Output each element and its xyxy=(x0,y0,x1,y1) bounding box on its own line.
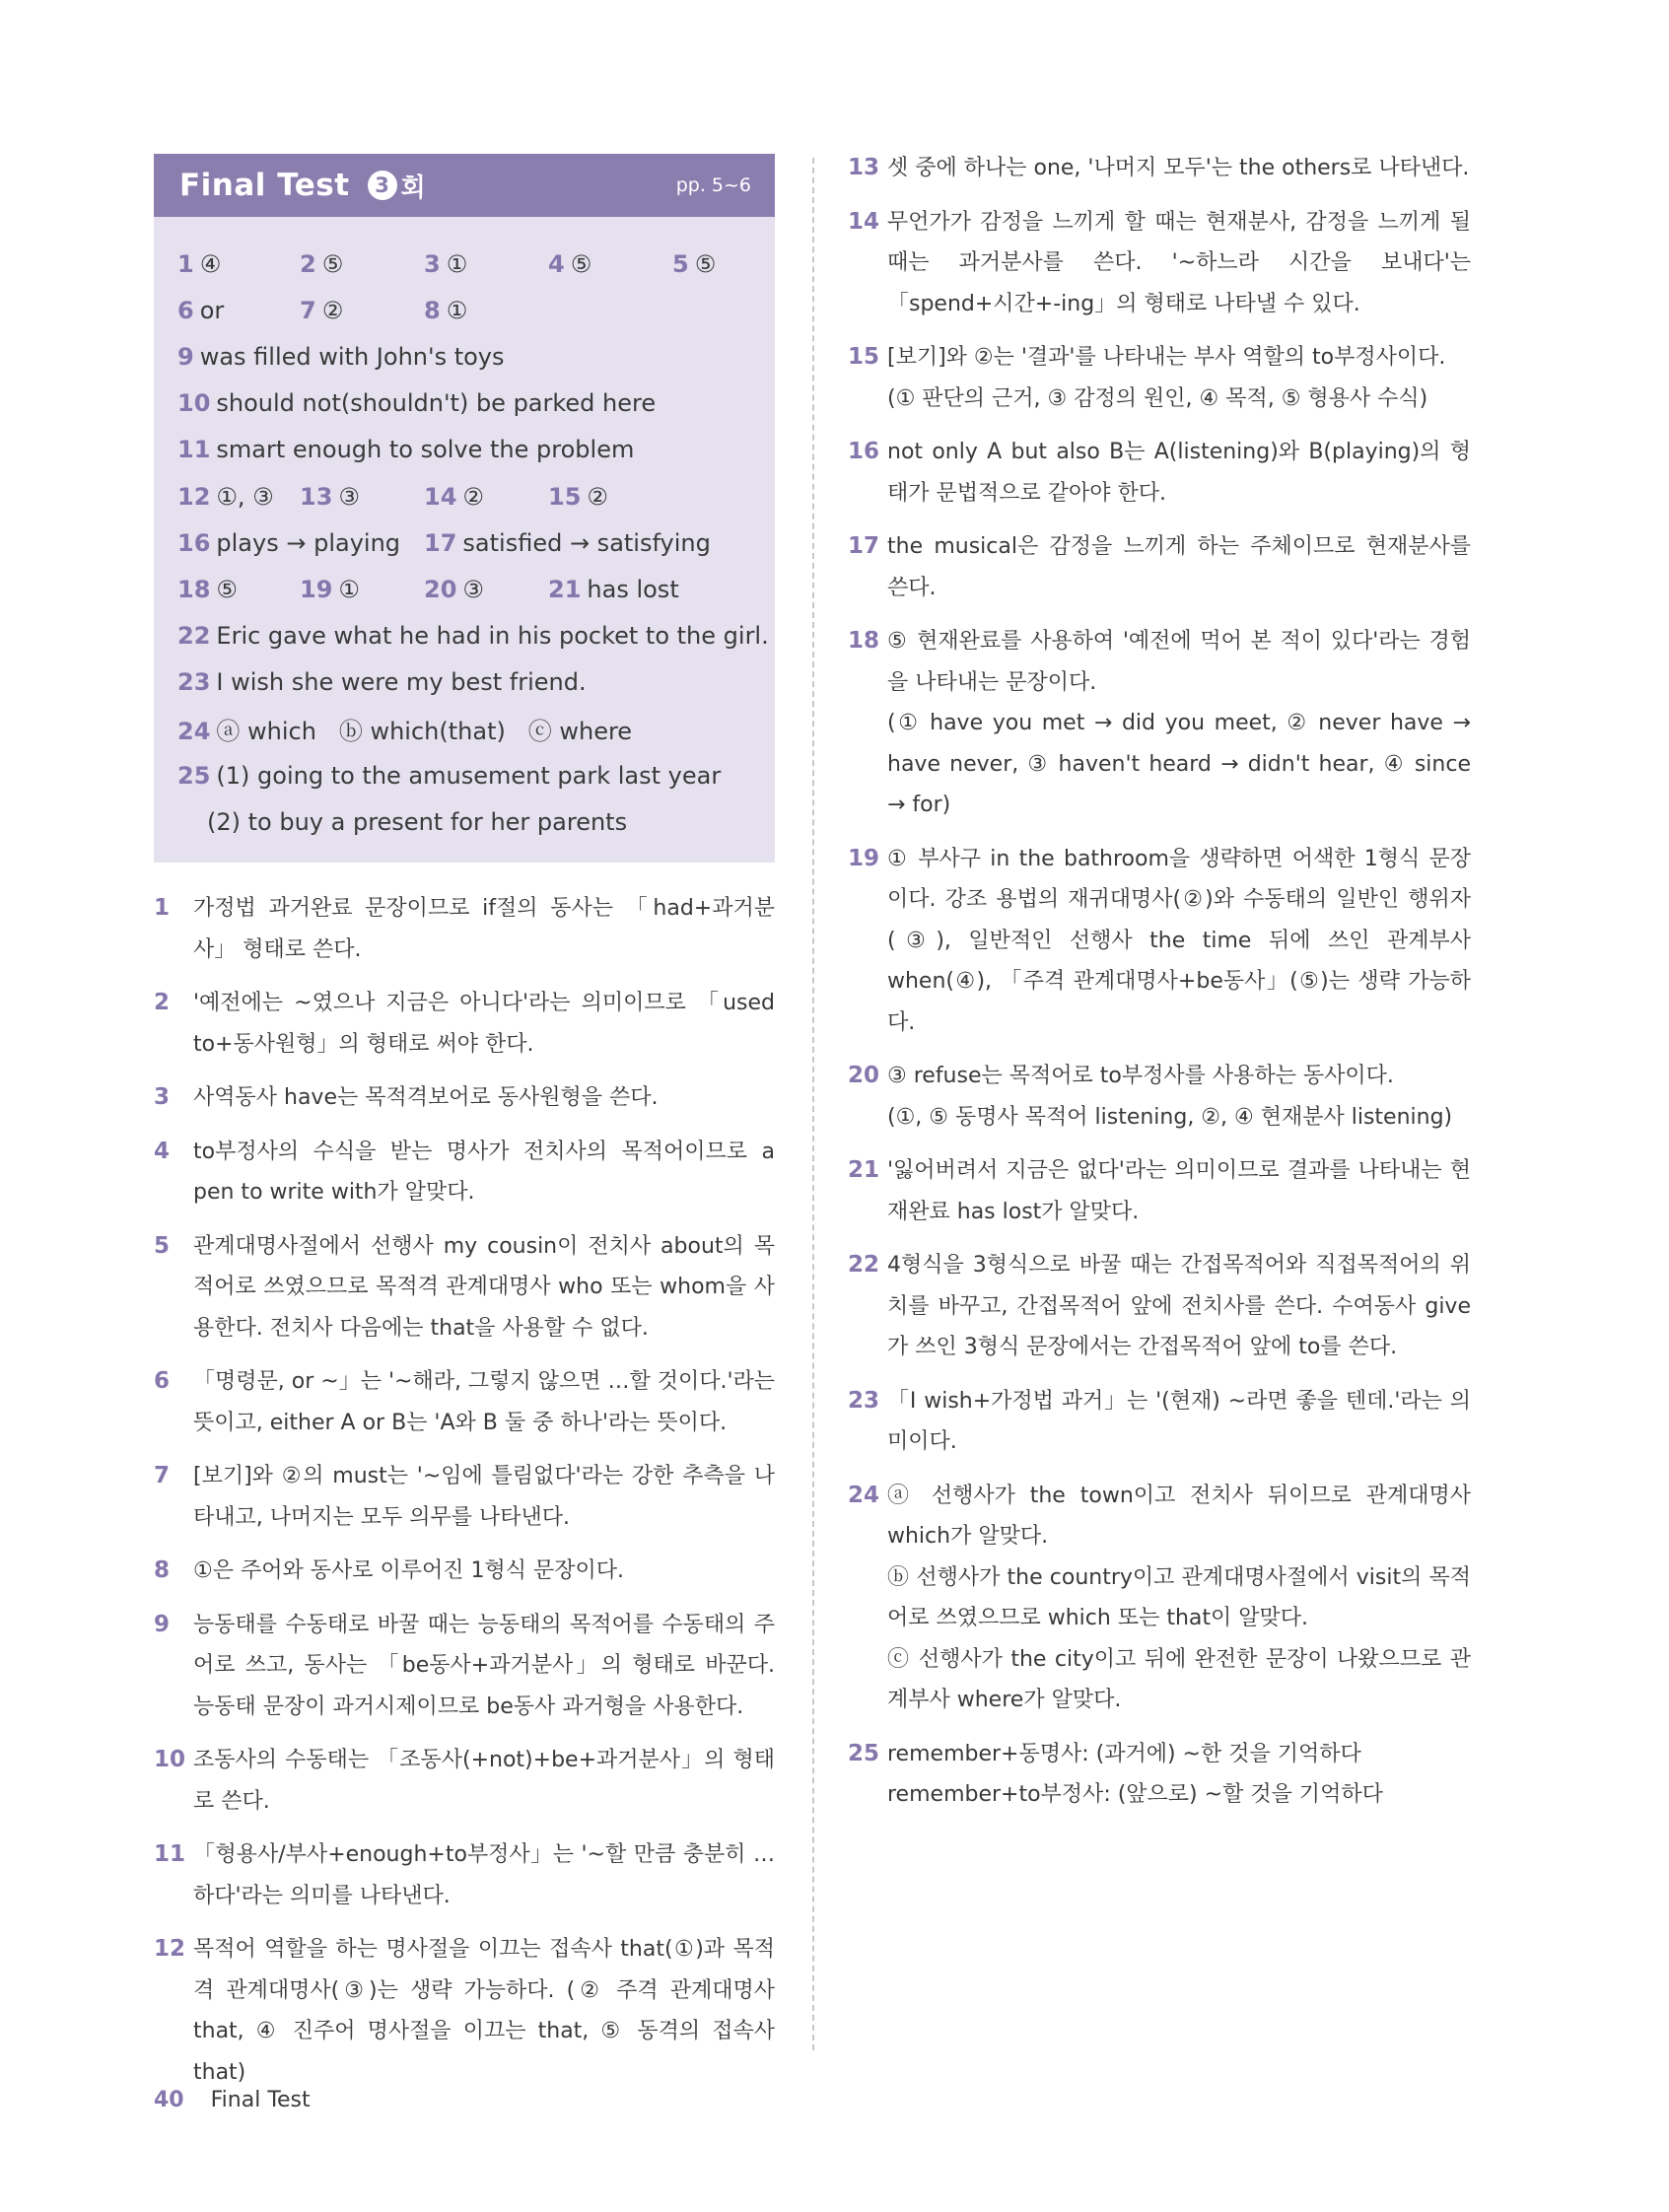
answer-value: ⑤ xyxy=(570,249,592,278)
answer-value: ② xyxy=(321,296,344,324)
explanation-item xyxy=(154,1834,775,1916)
explanation-text xyxy=(887,337,1471,419)
answer-number: 15 xyxy=(548,482,582,511)
explanation-text xyxy=(193,888,775,970)
explanation-line: 「형용사/부사+enough+to부정사」는 '~할 만큼 충분히 …하다'라는 의미를 나타낸다. xyxy=(193,1842,775,1908)
explanation-number: 15 xyxy=(848,344,880,370)
answer-value: should not(shouldn't) be parked here xyxy=(216,389,657,418)
answer-value: ① xyxy=(338,575,360,603)
answer-item xyxy=(177,436,634,463)
answer-item xyxy=(177,576,238,603)
explanation-text xyxy=(887,1056,1471,1138)
explanation-number: 22 xyxy=(848,1252,880,1278)
answer-row xyxy=(177,241,751,287)
answer-value: or xyxy=(199,296,225,324)
answer-item xyxy=(300,483,360,511)
explanation-text xyxy=(887,1381,1471,1463)
explanation-text xyxy=(887,839,1471,1044)
answer-row xyxy=(177,566,751,612)
explanation-item xyxy=(154,1226,775,1349)
answer-number: 21 xyxy=(548,575,582,603)
answer-value: (2) to buy a present for her parents xyxy=(207,807,628,836)
answer-number: 12 xyxy=(177,482,211,511)
answer-value: ③ xyxy=(338,482,360,511)
answer-value: ② xyxy=(462,482,484,511)
answer-value: plays → playing xyxy=(216,528,401,557)
explanation-item xyxy=(848,1476,1471,1721)
left-column xyxy=(154,154,775,2106)
answer-row xyxy=(177,380,751,427)
answer-number: 4 xyxy=(548,249,565,278)
footer-label: Final Test xyxy=(210,2088,311,2112)
explanation-text xyxy=(193,1929,775,2093)
answer-row xyxy=(177,427,751,473)
explanation-number: 23 xyxy=(848,1387,880,1414)
explanation-line: the musical은 감정을 느끼게 하는 주체이므로 현재분사를 쓴다. xyxy=(887,534,1471,600)
answer-item xyxy=(177,668,587,696)
explanation-text xyxy=(193,1551,775,1592)
explanation-item xyxy=(848,202,1471,325)
answer-value: I wish she were my best friend. xyxy=(216,668,587,697)
answer-row xyxy=(177,613,769,659)
explanation-number: 21 xyxy=(848,1157,880,1183)
answer-number: 14 xyxy=(424,482,457,511)
answer-number: 10 xyxy=(177,389,211,418)
explanation-number: 13 xyxy=(848,155,880,180)
explanation-text xyxy=(887,621,1471,826)
answer-number: 25 xyxy=(177,761,211,790)
explanation-number: 1 xyxy=(154,895,171,922)
explanation-item xyxy=(154,1605,775,1728)
answer-number: 2 xyxy=(300,249,316,278)
explanation-line: ⑤ 현재완료를 사용하여 '예전에 먹어 본 적이 있다'라는 경험을 나타내는 문장이다. xyxy=(887,629,1471,695)
answer-number: 19 xyxy=(300,575,333,603)
answer-value: ⓐ which ⓑ which(that) ⓒ where xyxy=(216,717,633,745)
explanation-item xyxy=(154,1077,775,1119)
explanation-text xyxy=(887,1734,1471,1816)
explanation-item xyxy=(154,983,775,1065)
explanation-item xyxy=(848,1150,1471,1232)
answer-item xyxy=(548,576,679,603)
explanation-line: [보기]와 ②는 '결과'를 나타내는 부사 역할의 to부정사이다. xyxy=(887,345,1446,370)
explanation-number: 18 xyxy=(848,628,880,654)
explanation-line: ⓐ 선행사가 the town이고 전치사 뒤이므로 관계대명사 which가 알맞다. xyxy=(887,1483,1471,1549)
explanation-number: 9 xyxy=(154,1611,171,1637)
explanation-item xyxy=(154,1132,775,1213)
explanation-item xyxy=(848,1245,1471,1368)
answer-row xyxy=(177,659,751,706)
round-badge: 3 xyxy=(368,171,397,200)
answer-value: satisfied → satisfying xyxy=(462,528,711,557)
explanation-text xyxy=(193,983,775,1065)
explanation-line: 「명령문, or ~」는 '~해라, 그렇지 않으면 …할 것이다.'라는 뜻이고, either A or B는 'A와 B 둘 중 하나'라는 뜻이다. xyxy=(193,1369,775,1435)
answer-number: 18 xyxy=(177,575,211,603)
explanation-item xyxy=(848,1056,1471,1138)
explanation-item xyxy=(848,148,1471,189)
answer-row xyxy=(177,287,751,333)
answer-number: 7 xyxy=(300,296,316,324)
explanation-number: 7 xyxy=(154,1463,171,1489)
explanation-line: ⓑ 선행사가 the country이고 관계대명사절에서 visit의 목적어로 쓰였으므로 which 또는 that이 알맞다. xyxy=(887,1564,1471,1630)
answer-number: 13 xyxy=(300,482,333,511)
answer-item xyxy=(177,622,769,650)
explanation-line: remember+to부정사: (앞으로) ~할 것을 기억하다 xyxy=(887,1782,1383,1807)
column-divider xyxy=(812,158,814,2050)
answer-item xyxy=(177,712,632,746)
explanation-line: 「I wish+가정법 과거」는 '(현재) ~라면 좋을 텐데.'라는 의미이다. xyxy=(887,1388,1471,1454)
explanation-line: 가정법 과거완료 문장이므로 if절의 동사는 「had+과거분사」 형태로 쓴다. xyxy=(193,896,775,962)
explanations-right xyxy=(848,148,1471,1829)
answer-item xyxy=(177,762,721,790)
answer-item xyxy=(424,483,484,511)
answer-row xyxy=(177,333,751,380)
explanation-number: 16 xyxy=(848,439,880,464)
answer-value: ① xyxy=(446,249,468,278)
answer-item xyxy=(548,483,608,511)
round-suffix: 회 xyxy=(400,173,426,203)
explanation-number: 6 xyxy=(154,1368,171,1395)
answer-item xyxy=(177,389,656,417)
answer-number: 5 xyxy=(672,249,689,278)
answer-item xyxy=(424,297,467,324)
explanation-line: 조동사의 수동태는 「조동사(+not)+be+과거분사」의 형태로 쓴다. xyxy=(193,1748,775,1814)
answer-item xyxy=(177,343,505,371)
answer-number: 3 xyxy=(424,249,441,278)
explanation-text xyxy=(193,1740,775,1822)
answer-number: 20 xyxy=(424,575,457,603)
answer-number: 1 xyxy=(177,249,194,278)
explanation-line: ⓒ 선행사가 the city이고 뒤에 완전한 문장이 나왔으므로 관계부사 where가 알맞다. xyxy=(887,1646,1471,1712)
explanation-item xyxy=(154,1929,775,2093)
test-title: Final Test xyxy=(179,168,350,203)
explanation-line: remember+동명사: (과거에) ~한 것을 기억하다 xyxy=(887,1741,1361,1766)
explanation-text xyxy=(193,1605,775,1728)
explanation-line: 목적어 역할을 하는 명사절을 이끄는 접속사 that(①)과 목적격 관계대명사(③)는 생략 가능하다. (② 주격 관계대명사 that, ④ 진주어 명사절을 이끄는 that, ⑤ 동격의 접속사 that) xyxy=(193,1937,775,2085)
page-footer xyxy=(154,2088,311,2112)
explanation-item xyxy=(848,1381,1471,1463)
answer-number: 17 xyxy=(424,528,457,557)
explanation-text xyxy=(193,1834,775,1916)
explanation-text xyxy=(193,1077,775,1119)
answer-value: ⑤ xyxy=(321,249,344,278)
answer-row xyxy=(177,473,751,519)
answer-row xyxy=(177,798,751,845)
answer-item xyxy=(177,529,400,557)
explanation-number: 8 xyxy=(154,1557,171,1584)
page-number: 40 xyxy=(154,2088,184,2112)
answer-value: ③ xyxy=(462,575,484,603)
answer-item xyxy=(300,297,343,324)
explanation-item xyxy=(848,526,1471,608)
explanation-number: 2 xyxy=(154,990,171,1016)
answer-item xyxy=(177,483,274,511)
explanation-text xyxy=(887,1150,1471,1232)
answer-item xyxy=(672,250,716,278)
answer-value: ①, ③ xyxy=(216,482,274,511)
answer-number: 11 xyxy=(177,436,211,464)
explanation-item xyxy=(154,1740,775,1822)
explanation-text xyxy=(887,432,1471,514)
explanation-number: 4 xyxy=(154,1138,171,1164)
answer-value: has lost xyxy=(587,575,679,603)
explanation-text xyxy=(887,1476,1471,1721)
answer-row xyxy=(177,752,751,798)
explanation-text xyxy=(887,1245,1471,1368)
explanation-line: to부정사의 수식을 받는 명사가 전치사의 목적어이므로 a pen to write with가 알맞다. xyxy=(193,1139,775,1206)
answer-value: ② xyxy=(587,482,608,511)
explanation-number: 20 xyxy=(848,1063,880,1088)
explanation-number: 19 xyxy=(848,845,880,871)
explanation-line: 무언가가 감정을 느끼게 할 때는 현재분사, 감정을 느끼게 될 때는 과거분사를 쓴다. '~하느라 시간을 보내다'는 「spend+시간+-ing」의 형태로 나타낼 수 있다. xyxy=(887,209,1471,316)
explanation-line: 능동태를 수동태로 바꿀 때는 능동태의 목적어를 수동태의 주어로 쓰고, 동사는 「be동사+과거분사」의 형태로 바꾼다. 능동태 문장이 과거시제이므로 be동사 과거형을 사용한다. xyxy=(193,1612,775,1719)
explanation-line: 사역동사 have는 목적격보어로 동사원형을 쓴다. xyxy=(193,1085,659,1111)
answer-box-header xyxy=(154,154,775,217)
page-range: pp. 5~6 xyxy=(675,174,751,196)
explanation-line: ① 부사구 in the bathroom을 생략하면 어색한 1형식 문장이다. 강조 용법의 재귀대명사(②)와 수동태의 일반인 행위자(③), 일반적인 선행사 the time 뒤에 쓰인 관계부사 when(④), 「주격 관계대명사+be동사」(⑤)는 생략 가능하다. xyxy=(887,846,1471,1035)
answer-item xyxy=(177,297,224,324)
explanation-item xyxy=(154,888,775,970)
answer-number: 6 xyxy=(177,296,194,324)
answer-value: ⑤ xyxy=(694,249,717,278)
explanation-text xyxy=(193,1361,775,1443)
explanation-line: not only A but also B는 A(listening)와 B(playing)의 형태가 문법적으로 같아야 한다. xyxy=(887,440,1471,506)
explanation-line: 4형식을 3형식으로 바꿀 때는 간접목적어와 직접목적어의 위치를 바꾸고, 간접목적어 앞에 전치사를 쓴다. 수여동사 give가 쓰인 3형식 문장에서는 간접목적어 앞에 to를 쓴다. xyxy=(887,1253,1471,1359)
answer-item xyxy=(300,250,343,278)
explanation-line: 셋 중에 하나는 one, '나머지 모두'는 the others로 나타낸다. xyxy=(887,156,1470,180)
answer-item xyxy=(424,250,467,278)
explanation-number: 10 xyxy=(154,1747,186,1773)
answer-value: was filled with John's toys xyxy=(199,342,505,371)
answer-item xyxy=(300,576,360,603)
explanation-text xyxy=(887,148,1471,189)
explanation-item xyxy=(154,1361,775,1443)
explanation-line: ③ refuse는 목적어로 to부정사를 사용하는 동사이다. xyxy=(887,1064,1394,1088)
answer-key-box xyxy=(154,217,775,863)
explanation-line: (① 판단의 근거, ③ 감정의 원인, ④ 목적, ⑤ 형용사 수식) xyxy=(887,385,1428,411)
answer-value: (1) going to the amusement park last year xyxy=(216,761,722,790)
answer-row xyxy=(177,519,751,566)
explanation-item xyxy=(848,432,1471,514)
explanation-line: '잃어버려서 지금은 없다'라는 의미이므로 결과를 나타내는 현재완료 has lost가 알맞다. xyxy=(887,1158,1471,1224)
explanation-item xyxy=(848,839,1471,1044)
explanation-number: 3 xyxy=(154,1084,171,1111)
answer-row xyxy=(177,706,751,752)
answer-item xyxy=(424,529,711,557)
answer-value: Eric gave what he had in his pocket to the girl. xyxy=(216,622,769,651)
answer-number: 24 xyxy=(177,717,211,745)
answer-item xyxy=(424,576,484,603)
explanation-text xyxy=(887,202,1471,325)
explanation-text xyxy=(887,526,1471,608)
explanation-number: 11 xyxy=(154,1841,186,1868)
answer-number: 8 xyxy=(424,296,441,324)
explanation-line: (① have you met → did you meet, ② never have → have never, ③ haven't heard → didn't hear, ④ since → for) xyxy=(887,711,1471,817)
explanation-line: (①, ⑤ 동명사 목적어 listening, ②, ④ 현재분사 listening) xyxy=(887,1104,1453,1130)
answer-number: 16 xyxy=(177,528,211,557)
answer-item xyxy=(548,250,591,278)
answer-item xyxy=(177,250,221,278)
explanation-line: ①은 주어와 동사로 이루어진 1형식 문장이다. xyxy=(193,1558,624,1584)
answer-value: ⑤ xyxy=(216,575,238,603)
explanation-item xyxy=(848,621,1471,826)
explanation-line: [보기]와 ②의 must는 '~임에 틀림없다'라는 강한 추측을 나타내고, 나머지는 모두 의무를 나타낸다. xyxy=(193,1464,775,1530)
answer-item xyxy=(177,808,627,836)
explanation-text xyxy=(193,1226,775,1349)
explanation-number: 12 xyxy=(154,1936,186,1963)
answer-value: smart enough to solve the problem xyxy=(216,436,635,464)
answer-value: ④ xyxy=(199,249,222,278)
explanation-line: '예전에는 ~였으나 지금은 아니다'라는 의미이므로 「used to+동사원형」의 형태로 써야 한다. xyxy=(193,991,775,1057)
explanation-number: 25 xyxy=(848,1740,880,1766)
explanation-number: 5 xyxy=(154,1232,171,1259)
explanations-left xyxy=(154,888,775,2093)
answer-number: 9 xyxy=(177,342,194,371)
explanation-number: 24 xyxy=(848,1482,880,1508)
explanation-item xyxy=(154,1551,775,1592)
explanation-number: 14 xyxy=(848,208,880,235)
answer-number: 23 xyxy=(177,668,211,697)
explanation-text xyxy=(193,1456,775,1538)
explanation-text xyxy=(193,1132,775,1213)
explanation-item xyxy=(154,1456,775,1538)
explanation-item xyxy=(848,1734,1471,1816)
explanation-item xyxy=(848,337,1471,419)
answer-number: 22 xyxy=(177,622,211,651)
explanation-number: 17 xyxy=(848,533,880,559)
answer-value: ① xyxy=(446,296,468,324)
explanation-line: 관계대명사절에서 선행사 my cousin이 전치사 about의 목적어로 쓰였으므로 목적격 관계대명사 who 또는 whom을 사용한다. 전치사 다음에는 that을 사용할 수 없다. xyxy=(193,1233,775,1341)
